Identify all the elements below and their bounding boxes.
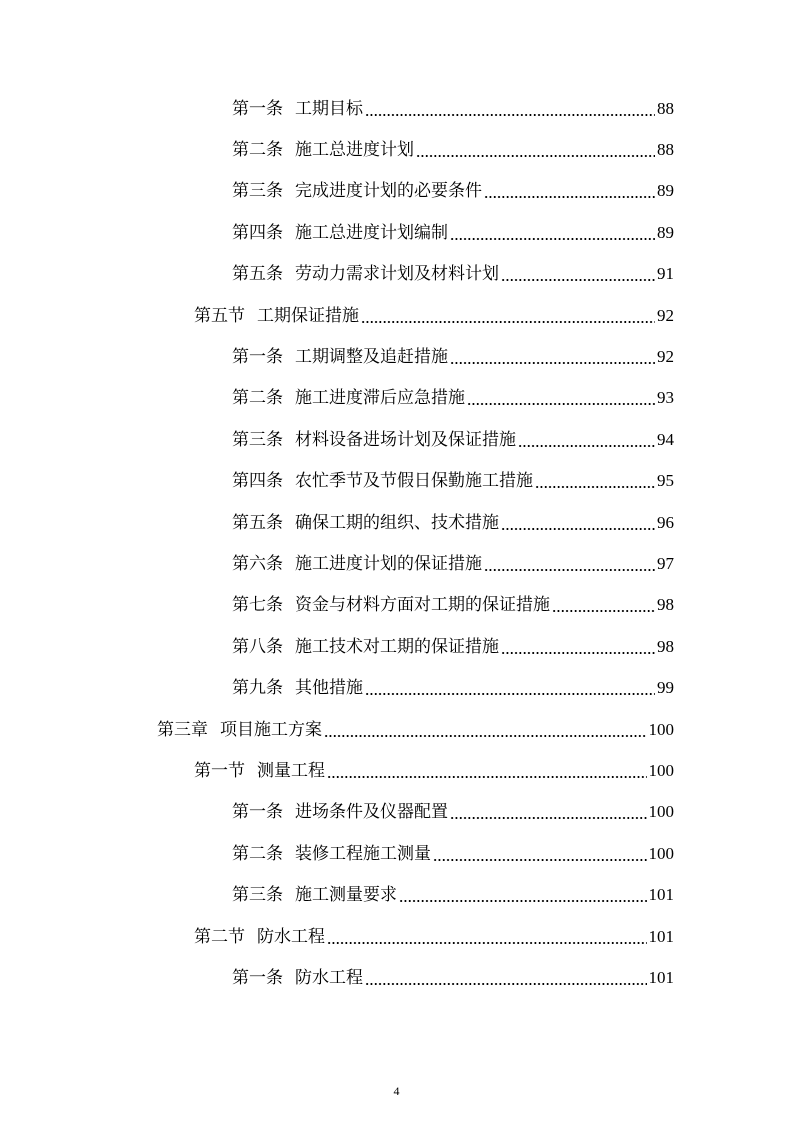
toc-entry-label xyxy=(232,678,363,698)
toc-entry-number: 第八条 xyxy=(232,636,283,657)
toc-entry-title: 工期保证措施 xyxy=(257,305,359,326)
toc-dot-leader xyxy=(484,181,655,201)
toc-entry-title: 防水工程 xyxy=(295,967,363,988)
toc-entry-article[interactable] xyxy=(0,378,674,419)
toc-entry-label xyxy=(232,99,363,119)
toc-entry-label xyxy=(232,140,414,160)
toc-entry-label xyxy=(232,513,499,533)
toc-entry-number: 第四条 xyxy=(232,222,283,243)
toc-entry-title: 装修工程施工测量 xyxy=(295,843,431,864)
toc-entry-label xyxy=(232,471,533,491)
toc-entry-title: 材料设备进场计划及保证措施 xyxy=(295,429,516,450)
toc-entry-label xyxy=(232,595,550,615)
toc-entry-article[interactable] xyxy=(0,626,674,667)
toc-entry-title: 劳动力需求计划及材料计划 xyxy=(295,264,499,285)
toc-entry-article[interactable] xyxy=(0,957,674,998)
toc-dot-leader xyxy=(416,140,655,160)
toc-entry-title: 施工技术对工期的保证措施 xyxy=(295,636,499,657)
toc-entry-number: 第一条 xyxy=(232,967,283,988)
toc-entry-article[interactable] xyxy=(0,419,674,460)
toc-dot-leader xyxy=(535,471,655,491)
toc-dot-leader xyxy=(467,388,655,408)
toc-entry-page-number: 101 xyxy=(648,967,674,987)
toc-entry-label xyxy=(232,181,482,201)
toc-entry-article[interactable] xyxy=(0,833,674,874)
toc-entry-title: 进场条件及仪器配置 xyxy=(295,802,448,823)
toc-entry-title: 其他措施 xyxy=(295,678,363,699)
toc-entry-page-number: 91 xyxy=(657,264,674,284)
toc-dot-leader xyxy=(450,223,655,243)
toc-entry-number: 第五条 xyxy=(232,264,283,285)
toc-entry-number: 第一节 xyxy=(194,760,245,781)
toc-entry-page-number: 93 xyxy=(657,388,674,408)
toc-entry-label xyxy=(232,223,448,243)
toc-entry-page-number: 97 xyxy=(657,553,674,573)
toc-entry-article[interactable] xyxy=(0,254,674,295)
toc-dot-leader xyxy=(450,802,647,822)
toc-entry-number: 第三章 xyxy=(157,719,208,740)
toc-entry-title: 完成进度计划的必要条件 xyxy=(295,181,482,202)
toc-entry-page-number: 100 xyxy=(648,719,674,739)
toc-entry-page-number: 101 xyxy=(648,926,674,946)
toc-entry-page-number: 88 xyxy=(657,140,674,160)
toc-entry-page-number: 94 xyxy=(657,429,674,449)
toc-entry-page-number: 101 xyxy=(648,885,674,905)
toc-entry-page-number: 100 xyxy=(648,843,674,863)
toc-entry-article[interactable] xyxy=(0,874,674,915)
toc-entry-article[interactable] xyxy=(0,171,674,212)
toc-entry-number: 第七条 xyxy=(232,595,283,616)
toc-entry-article[interactable] xyxy=(0,461,674,502)
toc-entry-label xyxy=(157,720,322,740)
toc-entry-article[interactable] xyxy=(0,129,674,170)
toc-entry-number: 第六条 xyxy=(232,553,283,574)
toc-entry-chapter[interactable] xyxy=(0,709,674,750)
toc-entry-label xyxy=(194,306,359,326)
toc-entry-article[interactable] xyxy=(0,336,674,377)
toc-entry-page-number: 88 xyxy=(657,98,674,118)
toc-entry-number: 第二条 xyxy=(232,843,283,864)
toc-entry-number: 第二节 xyxy=(194,926,245,947)
toc-dot-leader xyxy=(518,430,655,450)
toc-entry-article[interactable] xyxy=(0,585,674,626)
toc-entry-number: 第一条 xyxy=(232,347,283,368)
toc-entry-page-number: 95 xyxy=(657,471,674,491)
toc-entry-title: 施工总进度计划 xyxy=(295,140,414,161)
toc-entry-number: 第五条 xyxy=(232,512,283,533)
toc-entry-number: 第一条 xyxy=(232,802,283,823)
toc-entry-page-number: 89 xyxy=(657,181,674,201)
toc-entry-article[interactable] xyxy=(0,667,674,708)
toc-entry-section[interactable] xyxy=(0,750,674,791)
toc-entry-label xyxy=(194,761,325,781)
toc-entry-number: 第二条 xyxy=(232,388,283,409)
toc-entry-title: 防水工程 xyxy=(257,926,325,947)
toc-entry-title: 施工总进度计划编制 xyxy=(295,222,448,243)
toc-entry-article[interactable] xyxy=(0,502,674,543)
toc-dot-leader xyxy=(365,678,655,698)
page-number: 4 xyxy=(393,1084,400,1098)
toc-entry-page-number: 92 xyxy=(657,347,674,367)
toc-dot-leader xyxy=(484,554,655,574)
toc-entry-number: 第三条 xyxy=(232,885,283,906)
toc-dot-leader xyxy=(327,927,647,947)
toc-dot-leader xyxy=(327,761,647,781)
toc-entry-number: 第三条 xyxy=(232,181,283,202)
toc-dot-leader xyxy=(501,264,655,284)
toc-entry-label xyxy=(232,388,465,408)
toc-entry-label xyxy=(232,637,499,657)
toc-entry-page-number: 92 xyxy=(657,305,674,325)
toc-entry-title: 资金与材料方面对工期的保证措施 xyxy=(295,595,550,616)
toc-entry-label xyxy=(232,347,448,367)
toc-entry-label xyxy=(232,968,363,988)
toc-entry-title: 施工进度滞后应急措施 xyxy=(295,388,465,409)
table-of-contents xyxy=(0,88,793,999)
toc-entry-article[interactable] xyxy=(0,88,674,129)
toc-entry-label xyxy=(232,554,482,574)
toc-entry-page-number: 96 xyxy=(657,512,674,532)
toc-entry-section[interactable] xyxy=(0,916,674,957)
toc-entry-number: 第九条 xyxy=(232,678,283,699)
toc-entry-label xyxy=(232,264,499,284)
toc-entry-title: 工期调整及追赶措施 xyxy=(295,347,448,368)
toc-dot-leader xyxy=(365,99,655,119)
toc-entry-title: 测量工程 xyxy=(257,760,325,781)
toc-dot-leader xyxy=(552,595,655,615)
toc-entry-title: 项目施工方案 xyxy=(220,719,322,740)
toc-entry-title: 施工进度计划的保证措施 xyxy=(295,553,482,574)
toc-entry-number: 第四条 xyxy=(232,471,283,492)
toc-entry-label xyxy=(232,802,448,822)
toc-dot-leader xyxy=(433,844,647,864)
toc-entry-article[interactable] xyxy=(0,212,674,253)
toc-entry-page-number: 100 xyxy=(648,802,674,822)
toc-dot-leader xyxy=(501,637,655,657)
toc-dot-leader xyxy=(501,513,655,533)
toc-entry-article[interactable] xyxy=(0,543,674,584)
toc-entry-number: 第二条 xyxy=(232,140,283,161)
toc-dot-leader xyxy=(399,885,647,905)
toc-entry-number: 第五节 xyxy=(194,305,245,326)
toc-dot-leader xyxy=(324,720,647,740)
toc-entry-page-number: 89 xyxy=(657,222,674,242)
toc-entry-label xyxy=(232,430,516,450)
toc-dot-leader xyxy=(365,968,647,988)
toc-entry-page-number: 98 xyxy=(657,636,674,656)
toc-entry-page-number: 99 xyxy=(657,678,674,698)
toc-entry-title: 确保工期的组织、技术措施 xyxy=(295,512,499,533)
toc-entry-title: 工期目标 xyxy=(295,98,363,119)
toc-dot-leader xyxy=(450,347,655,367)
toc-entry-section[interactable] xyxy=(0,295,674,336)
toc-entry-number: 第一条 xyxy=(232,98,283,119)
toc-entry-number: 第三条 xyxy=(232,429,283,450)
toc-entry-label xyxy=(194,927,325,947)
toc-dot-leader xyxy=(361,306,655,326)
toc-entry-page-number: 98 xyxy=(657,595,674,615)
toc-entry-page-number: 100 xyxy=(648,760,674,780)
toc-entry-label xyxy=(232,885,397,905)
toc-entry-title: 农忙季节及节假日保勤施工措施 xyxy=(295,471,533,492)
toc-entry-title: 施工测量要求 xyxy=(295,885,397,906)
toc-entry-label xyxy=(232,844,431,864)
toc-entry-article[interactable] xyxy=(0,792,674,833)
